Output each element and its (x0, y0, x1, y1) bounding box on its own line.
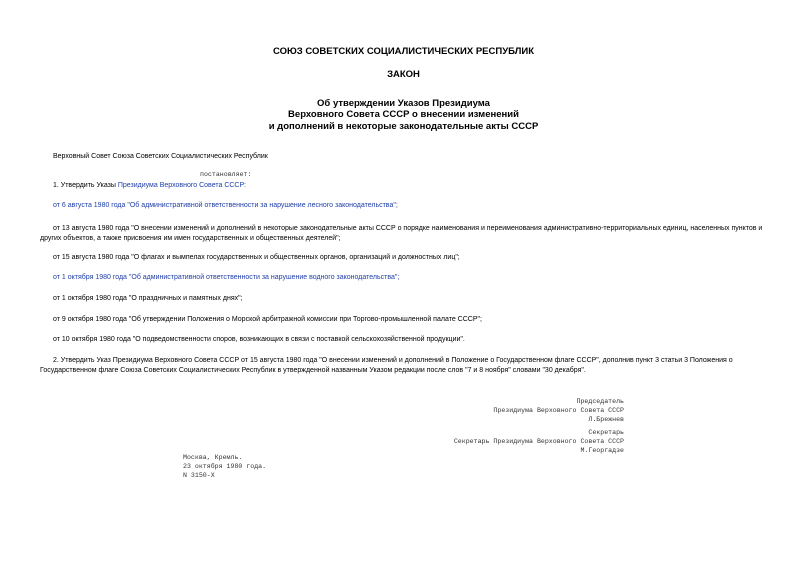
footer-place: Москва, Кремль. (183, 454, 243, 461)
decrees-word: постановляет: (200, 171, 252, 178)
intro-text: Верховный Совет Союза Советских Социалистических Республик (53, 153, 268, 160)
title-line-1: Об утверждении Указов Президиума (317, 98, 490, 109)
presidium-link[interactable]: Президиума Верховного Совета СССР: (117, 182, 246, 189)
footer-number: N 3150-X (183, 472, 215, 479)
title-line-2: Верховного Совета СССР о внесении изменений (288, 109, 519, 120)
item-2: 2. Утвердить Указ Президиума Верховного Совета СССР от 15 августа 1980 года "О внесении изменений и дополнений в Положение о Государственном флаге СССР", дополнив пункт 3 статьи 3 Положения о Государственном флаге Союза Советских Социалистических Республик в утвержденной названным Указом редакции после слов "7 и 8 ноября" словами "30 декабря". (40, 357, 733, 374)
chairman-name: Л.Брежнев (588, 416, 624, 423)
footer-date: 23 октября 1980 года. (183, 463, 267, 470)
item-1 (53, 181, 246, 191)
chairman-org: Президиума Верховного Совета СССР (493, 407, 624, 414)
chairman-role: Председатель (576, 398, 624, 405)
secretary-org: Секретарь Президиума Верховного Совета СССР (453, 438, 624, 445)
secretary-name: М.Георгадзе (580, 447, 624, 454)
decree-6: от 9 октября 1980 года "Об утверждении Положения о Морской арбитражной комиссии при Торгово-промышленной палате СССР"; (53, 316, 482, 323)
doc-type: ЗАКОН (387, 69, 420, 80)
item-1-prefix: 1. Утвердить Указы (53, 182, 118, 189)
title-line-3: и дополнений в некоторые законодательные акты СССР (268, 121, 539, 132)
decree-5: от 1 октября 1980 года "О праздничных и памятных днях"; (53, 295, 243, 302)
decree-3: от 15 августа 1980 года "О флагах и вымпелах государственных и общественных органов, организаций и должностных лиц"; (53, 254, 460, 261)
decree-1[interactable]: от 6 августа 1980 года "Об административной ответственности за нарушение лесного законодательства"; (53, 202, 398, 209)
union-header: СОЮЗ СОВЕТСКИХ СОЦИАЛИСТИЧЕСКИХ РЕСПУБЛИК (272, 46, 534, 57)
decree-7: от 10 октября 1980 года "О подведомственности споров, возникающих в связи с поставкой сельскохозяйственной продукции". (53, 336, 465, 343)
decree-2: от 13 августа 1980 года "О внесении изменений и дополнений в некоторые законодательные акты СССР о порядке наименования и переименования административно-территориальных единиц, населенных пунктов и других объектов, а также присвоения им имен государственных и общественных деятелей"; (40, 225, 763, 242)
secretary-role: Секретарь (588, 429, 624, 436)
decree-4[interactable]: от 1 октября 1980 года "Об административной ответственности за нарушение водного законодательства"; (53, 274, 400, 281)
